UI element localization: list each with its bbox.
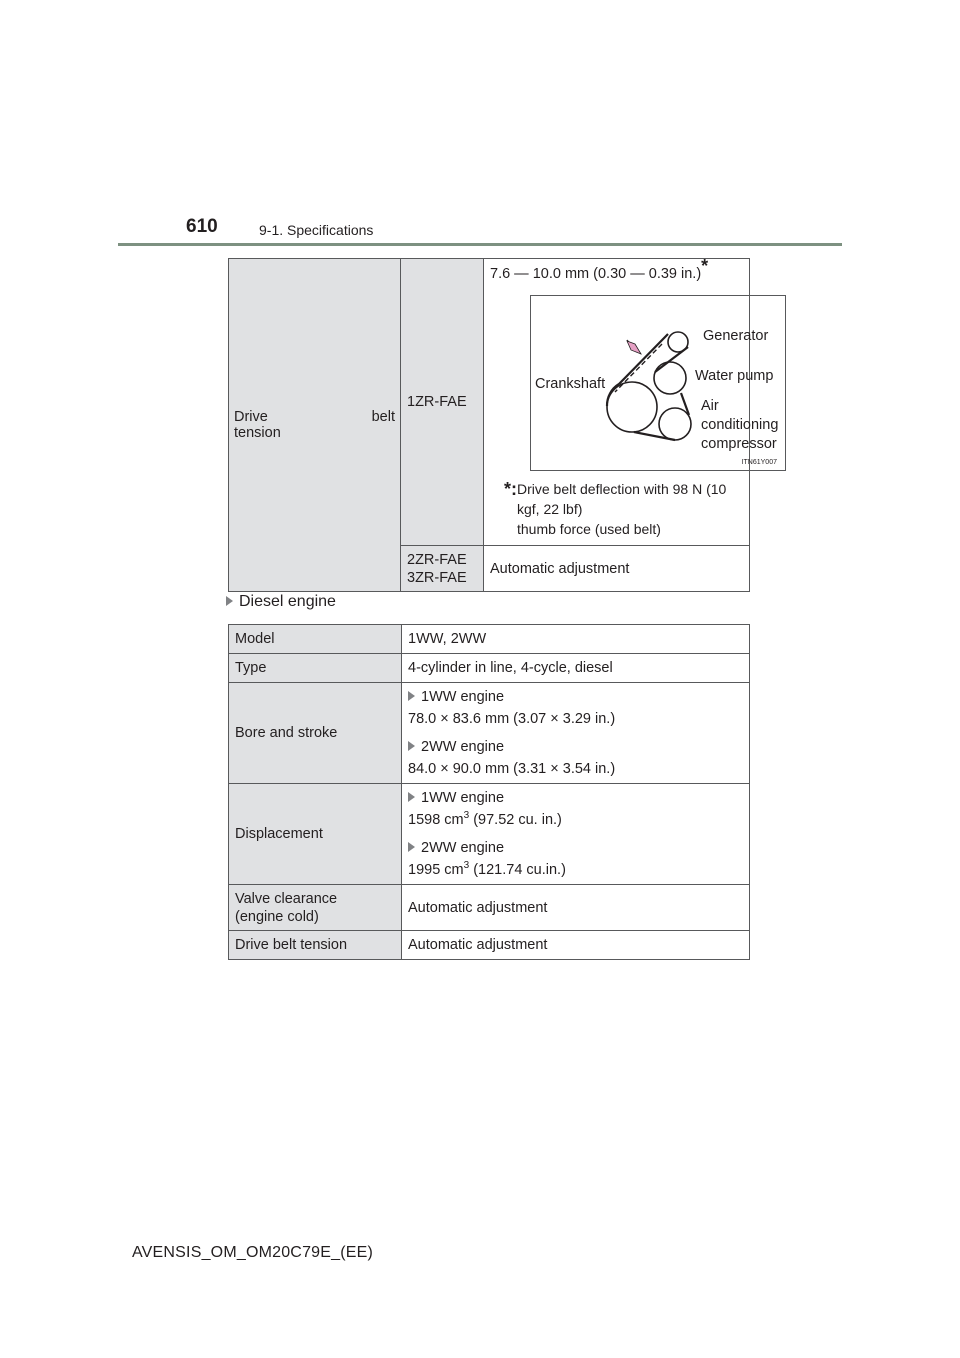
model-3zr: 3ZR-FAE [407, 569, 467, 586]
drive-belt-tension-diesel-label: Drive belt tension [229, 931, 402, 960]
petrol-drive-belt-table [228, 256, 779, 592]
deflection-footnote [504, 479, 743, 539]
label-word-1: Drive [234, 409, 268, 425]
section-title: 9-1. Specifications [259, 222, 374, 238]
bore-sub-1ww: 1WW engine [408, 686, 743, 708]
valve-clearance-label: Valve clearance (engine cold) [229, 885, 402, 931]
automatic-adjustment-petrol: Automatic adjustment [484, 546, 750, 592]
drive-belt-tension-diesel-value: Automatic adjustment [402, 931, 750, 960]
crankshaft-pulley [607, 382, 657, 432]
arrow-bullet-icon [408, 792, 415, 802]
water-pump-pulley [654, 362, 686, 394]
model-label: Model [229, 625, 402, 654]
type-value: 4-cylinder in line, 4-cycle, diesel [402, 654, 750, 683]
model-2zr-3zr-cell [401, 546, 484, 592]
bore-value-1ww: 78.0 × 83.6 mm (3.07 × 3.29 in.) [408, 711, 616, 727]
ac-label-3: compressor [701, 436, 777, 452]
disp-value-2ww: 1995 $cm^3$ (121.74 cu.in.) [408, 860, 566, 878]
displacement-label: Displacement [229, 784, 402, 885]
belt-deflection-value: 7.6 — 10.0 mm (0.30 — 0.39 in.)* [490, 256, 709, 282]
valve-clearance-value: Automatic adjustment [402, 885, 750, 931]
disp-sub-2ww: 2WW engine [408, 837, 743, 859]
drive-belt-diagram [530, 295, 786, 471]
arrow-bullet-icon [226, 596, 233, 606]
ac-label-2: conditioning [701, 417, 779, 433]
model-1zr: 1ZR-FAE [407, 394, 467, 410]
model-1zr-cell [401, 259, 484, 546]
diesel-spec-table [228, 624, 750, 960]
displacement-cell [402, 784, 750, 885]
ac-label-1: Air [701, 398, 719, 414]
crankshaft-label: Crankshaft [535, 376, 606, 392]
drive-belt-tension-label [229, 259, 401, 592]
bore-value-2ww: 84.0 × 90.0 mm (3.31 × 3.54 in.) [408, 761, 616, 777]
water-pump-label: Water pump [695, 368, 774, 384]
model-value: 1WW, 2WW [402, 625, 750, 654]
footnote-line-1: Drive belt deflection with 98 N (10 kgf, 22 lbf) [517, 481, 727, 517]
disp-value-1ww: 1598 $cm^3$ (97.52 cu. in.) [408, 810, 562, 828]
page-number: 610 [186, 216, 218, 237]
belt-deflection-cell [484, 256, 779, 546]
footer-doc-code: AVENSIS_OM_OM20C79E_(EE) [132, 1244, 374, 1261]
disp-sub-1ww: 1WW engine [408, 787, 743, 809]
footnote-mark: *: [504, 479, 517, 499]
deflection-arrow [627, 341, 641, 354]
label-word-2: belt [371, 409, 395, 425]
diesel-engine-heading: Diesel engine [226, 593, 336, 611]
arrow-bullet-icon [408, 842, 415, 852]
generator-label: Generator [703, 328, 769, 344]
bore-stroke-label: Bore and stroke [229, 683, 402, 784]
footnote-line-2: thumb force (used belt) [517, 521, 661, 537]
bore-stroke-cell [402, 683, 750, 784]
header-rule [118, 243, 842, 246]
figure-code: ITN61Y007 [741, 459, 777, 466]
ac-compressor-pulley [659, 408, 691, 440]
label-word-3: tension [234, 425, 281, 441]
arrow-bullet-icon [408, 741, 415, 751]
bore-sub-2ww: 2WW engine [408, 736, 743, 758]
model-2zr: 2ZR-FAE [407, 551, 467, 568]
type-label: Type [229, 654, 402, 683]
deflection-star: * [701, 256, 709, 276]
arrow-bullet-icon [408, 691, 415, 701]
